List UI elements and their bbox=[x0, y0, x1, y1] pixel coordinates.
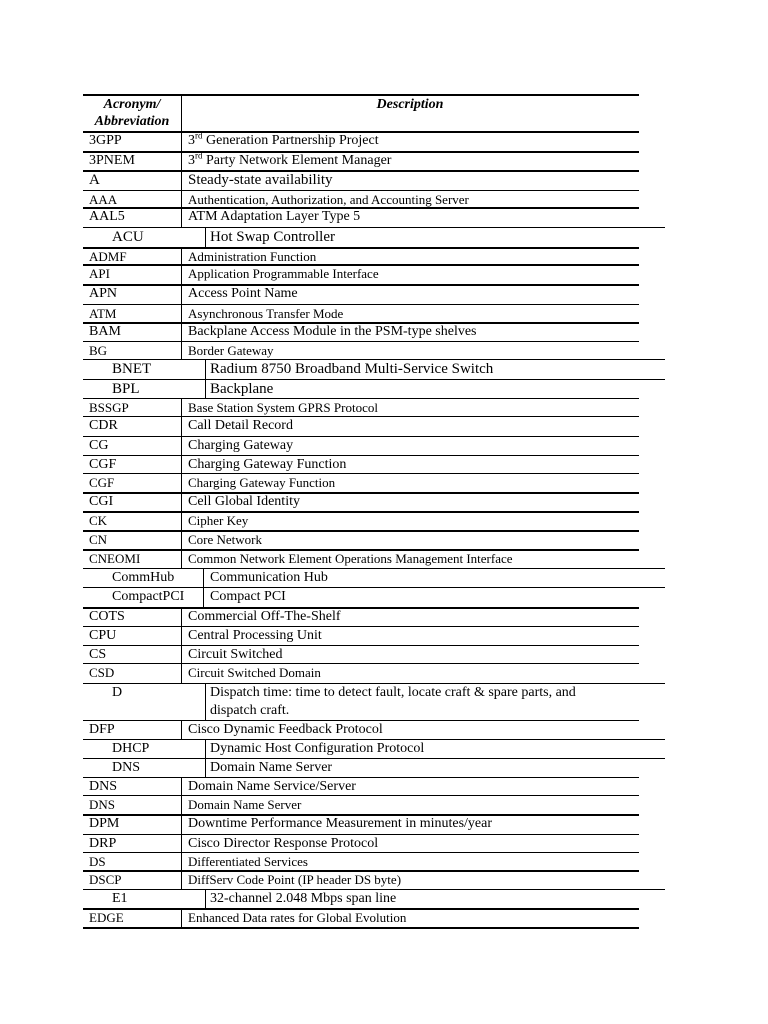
column-divider bbox=[205, 740, 206, 758]
row-top-rule bbox=[83, 530, 639, 532]
description-cell: Backplane Access Module in the PSM-type shelves bbox=[188, 324, 477, 339]
table-row bbox=[0, 227, 768, 247]
row-top-rule bbox=[83, 492, 639, 494]
table-row bbox=[0, 455, 768, 473]
acronym-cell: ADMF bbox=[89, 249, 127, 264]
table-row bbox=[0, 607, 768, 626]
acronym-cell: CGI bbox=[89, 494, 114, 509]
table-row bbox=[0, 587, 768, 607]
table-row bbox=[0, 379, 768, 398]
description-cell: Dynamic Host Configuration Protocol bbox=[210, 741, 425, 756]
description-cell: Border Gateway bbox=[188, 343, 274, 358]
description-cell: Access Point Name bbox=[188, 286, 298, 301]
acronym-cell: EDGE bbox=[89, 910, 124, 925]
acronym-cell: ATM bbox=[89, 306, 117, 321]
table-row bbox=[0, 207, 768, 227]
row-top-rule bbox=[83, 436, 639, 437]
column-divider bbox=[203, 588, 204, 607]
acronym-cell: ACU bbox=[112, 229, 144, 245]
row-top-rule bbox=[83, 852, 639, 853]
description-cell: Administration Function bbox=[188, 249, 317, 264]
table-row bbox=[0, 834, 768, 852]
description-cell: Base Station System GPRS Protocol bbox=[188, 400, 378, 415]
column-divider bbox=[181, 305, 182, 322]
row-top-rule bbox=[83, 341, 639, 342]
description-cell: Cipher Key bbox=[188, 513, 249, 528]
acronym-cell: CN bbox=[89, 532, 108, 547]
description-cell: Enhanced Data rates for Global Evolution bbox=[188, 910, 407, 925]
description-cell: Central Processing Unit bbox=[188, 628, 322, 643]
column-divider bbox=[181, 778, 182, 795]
acronym-cell: BSSGP bbox=[89, 400, 129, 415]
acronym-cell: BPL bbox=[112, 381, 140, 397]
column-divider bbox=[181, 664, 182, 683]
row-top-rule bbox=[83, 626, 639, 627]
table-row bbox=[0, 568, 768, 587]
table-bottom-rule bbox=[83, 927, 639, 929]
column-divider bbox=[181, 323, 182, 341]
column-divider bbox=[181, 909, 182, 928]
acronym-cell: 3GPP bbox=[89, 133, 122, 148]
description-cell: DiffServ Code Point (IP header DS byte) bbox=[188, 872, 402, 887]
row-top-rule bbox=[83, 455, 639, 456]
description-cell: Cell Global Identity bbox=[188, 494, 300, 509]
row-top-rule bbox=[83, 607, 639, 609]
description-cell: Call Detail Record bbox=[188, 418, 293, 433]
acronym-cell: DRP bbox=[89, 836, 117, 851]
description-cell: Hot Swap Controller bbox=[210, 229, 335, 245]
acronym-cell: DS bbox=[89, 854, 106, 869]
table-row bbox=[0, 190, 768, 207]
acronym-cell: BNET bbox=[112, 361, 152, 377]
column-divider bbox=[181, 265, 182, 284]
column-divider bbox=[181, 474, 182, 492]
column-divider bbox=[181, 493, 182, 511]
column-divider bbox=[181, 171, 182, 190]
table-row bbox=[0, 284, 768, 304]
table-row bbox=[0, 341, 768, 359]
description-cell: Downtime Performance Measurement in minutes/year bbox=[188, 816, 493, 831]
row-top-rule bbox=[83, 227, 665, 228]
row-top-rule bbox=[83, 247, 639, 249]
acronym-cell: CGF bbox=[89, 457, 117, 472]
acronym-cell: D bbox=[112, 685, 123, 700]
acronym-cell: CG bbox=[89, 438, 109, 453]
row-top-rule bbox=[83, 758, 665, 759]
description-cell: 3rd Party Network Element Manager bbox=[188, 150, 392, 168]
description-cell: Dispatch time: time to detect fault, locate craft & spare parts, and dispatch craft. bbox=[210, 685, 576, 718]
column-divider bbox=[181, 132, 182, 151]
column-divider bbox=[181, 437, 182, 455]
description-cell: Cisco Dynamic Feedback Protocol bbox=[188, 722, 383, 737]
description-cell: Compact PCI bbox=[210, 589, 286, 604]
ordinal-superscript: rd bbox=[195, 130, 203, 141]
description-cell: Communication Hub bbox=[210, 570, 328, 585]
acronym-cell: 3PNEM bbox=[89, 153, 135, 168]
row-top-rule bbox=[83, 511, 639, 513]
column-divider bbox=[181, 342, 182, 359]
column-divider bbox=[181, 796, 182, 814]
table-row bbox=[0, 511, 768, 530]
column-divider bbox=[181, 531, 182, 549]
table-row bbox=[0, 492, 768, 511]
table-row bbox=[0, 264, 768, 284]
column-divider bbox=[181, 608, 182, 626]
table-row bbox=[0, 398, 768, 416]
description-cell: Application Programmable Interface bbox=[188, 266, 379, 281]
table-row bbox=[0, 359, 768, 379]
acronym-cell: CDR bbox=[89, 418, 118, 433]
column-divider bbox=[181, 417, 182, 436]
table-row bbox=[0, 739, 768, 758]
description-cell: ATM Adaptation Layer Type 5 bbox=[188, 209, 361, 224]
acronym-cell: CPU bbox=[89, 628, 117, 643]
acronym-cell: DSCP bbox=[89, 872, 122, 887]
description-cell: Backplane bbox=[210, 381, 274, 397]
column-divider bbox=[181, 285, 182, 304]
column-divider bbox=[205, 228, 206, 247]
acronym-cell: CGF bbox=[89, 475, 115, 490]
row-top-rule bbox=[83, 304, 639, 305]
column-divider bbox=[181, 456, 182, 473]
column-divider bbox=[181, 627, 182, 645]
row-top-rule bbox=[83, 416, 639, 417]
table-row bbox=[0, 473, 768, 492]
row-top-rule bbox=[83, 777, 639, 778]
row-top-rule bbox=[83, 207, 639, 209]
acronym-cell: CommHub bbox=[112, 570, 175, 585]
table-row bbox=[0, 777, 768, 795]
description-cell: Charging Gateway bbox=[188, 438, 294, 453]
row-top-rule bbox=[83, 473, 639, 474]
column-divider bbox=[181, 208, 182, 227]
description-cell: Common Network Element Operations Management Interface bbox=[188, 551, 513, 566]
ordinal-superscript: rd bbox=[195, 150, 203, 161]
table-row bbox=[0, 416, 768, 436]
table-row bbox=[0, 131, 768, 151]
column-divider bbox=[181, 550, 182, 568]
column-divider bbox=[181, 191, 182, 207]
description-cell: Circuit Switched Domain bbox=[188, 665, 321, 680]
description-cell: Domain Name Server bbox=[188, 797, 302, 812]
description-cell: Charging Gateway Function bbox=[188, 475, 336, 490]
description-cell: Steady-state availability bbox=[188, 172, 333, 188]
description-cell: Differentiated Services bbox=[188, 854, 308, 869]
table-row bbox=[0, 549, 768, 568]
description-cell: Domain Name Server bbox=[210, 760, 333, 775]
acronym-cell: CompactPCI bbox=[112, 589, 185, 604]
description-column-header: Description bbox=[376, 97, 444, 112]
acronym-cell: DNS bbox=[112, 760, 141, 775]
table-row bbox=[0, 852, 768, 870]
column-divider bbox=[181, 853, 182, 870]
column-divider bbox=[181, 721, 182, 739]
acronym-cell: AAL5 bbox=[89, 209, 125, 224]
row-top-rule bbox=[83, 663, 639, 664]
table-row bbox=[0, 663, 768, 683]
column-divider bbox=[181, 815, 182, 834]
row-top-rule bbox=[83, 795, 639, 796]
table-row bbox=[0, 814, 768, 834]
row-top-rule bbox=[83, 170, 639, 172]
acronym-cell: DNS bbox=[89, 797, 116, 812]
description-cell: Cisco Director Response Protocol bbox=[188, 836, 379, 851]
acronym-cell: DNS bbox=[89, 779, 118, 794]
acronym-cell: DHCP bbox=[112, 741, 150, 756]
table-row bbox=[0, 304, 768, 322]
column-divider bbox=[181, 835, 182, 852]
table-row bbox=[0, 151, 768, 170]
table-row bbox=[0, 530, 768, 549]
acronym-cell: A bbox=[89, 172, 100, 188]
column-divider bbox=[181, 248, 182, 264]
column-divider bbox=[181, 152, 182, 170]
acronym-cell: COTS bbox=[89, 609, 125, 624]
acronym-cell: BAM bbox=[89, 324, 121, 339]
table-row bbox=[0, 795, 768, 814]
table-row bbox=[0, 170, 768, 190]
description-cell: Core Network bbox=[188, 532, 263, 547]
table-row bbox=[0, 247, 768, 264]
table-row bbox=[0, 436, 768, 455]
acronym-cell: CK bbox=[89, 513, 108, 528]
column-divider bbox=[181, 512, 182, 530]
description-cell: Charging Gateway Function bbox=[188, 457, 347, 472]
description-cell: Domain Name Service/Server bbox=[188, 779, 356, 794]
description-cell: 32-channel 2.048 Mbps span line bbox=[210, 891, 397, 906]
description-cell: 3rd Generation Partnership Project bbox=[188, 130, 379, 148]
table-row bbox=[0, 645, 768, 663]
table-row bbox=[0, 870, 768, 889]
acronym-cell: DPM bbox=[89, 816, 120, 831]
description-cell: Authentication, Authorization, and Accounting Server bbox=[188, 192, 469, 207]
acronym-column-header: Acronym/ Abbreviation bbox=[94, 97, 170, 129]
column-divider bbox=[203, 569, 204, 587]
table-row bbox=[0, 322, 768, 341]
acronym-cell: BG bbox=[89, 343, 108, 358]
acronym-cell: DFP bbox=[89, 722, 115, 737]
column-divider bbox=[181, 871, 182, 889]
table-row bbox=[0, 758, 768, 777]
column-divider bbox=[181, 646, 182, 663]
column-divider bbox=[205, 684, 206, 720]
acronym-cell: API bbox=[89, 266, 110, 281]
acronym-cell: AAA bbox=[89, 192, 118, 207]
column-divider bbox=[205, 380, 206, 398]
acronym-cell: CSD bbox=[89, 665, 115, 680]
description-cell: Commercial Off-The-Shelf bbox=[188, 609, 341, 624]
column-divider bbox=[205, 759, 206, 777]
row-top-rule bbox=[83, 379, 665, 380]
acronym-cell: CS bbox=[89, 647, 107, 662]
description-cell: Radium 8750 Broadband Multi-Service Switch bbox=[210, 361, 494, 377]
table-row bbox=[0, 626, 768, 645]
row-top-rule bbox=[83, 284, 639, 286]
table-row bbox=[0, 720, 768, 739]
table-row bbox=[0, 908, 768, 928]
column-divider bbox=[205, 890, 206, 908]
description-cell: Circuit Switched bbox=[188, 647, 283, 662]
acronym-cell: APN bbox=[89, 286, 118, 301]
table-row bbox=[0, 889, 768, 908]
table-row bbox=[0, 683, 768, 720]
column-divider bbox=[181, 399, 182, 416]
acronym-cell: E1 bbox=[112, 891, 128, 906]
row-top-rule bbox=[83, 645, 639, 646]
acronym-cell: CNEOMI bbox=[89, 551, 141, 566]
description-cell: Asynchronous Transfer Mode bbox=[188, 306, 344, 321]
column-divider bbox=[205, 360, 206, 379]
